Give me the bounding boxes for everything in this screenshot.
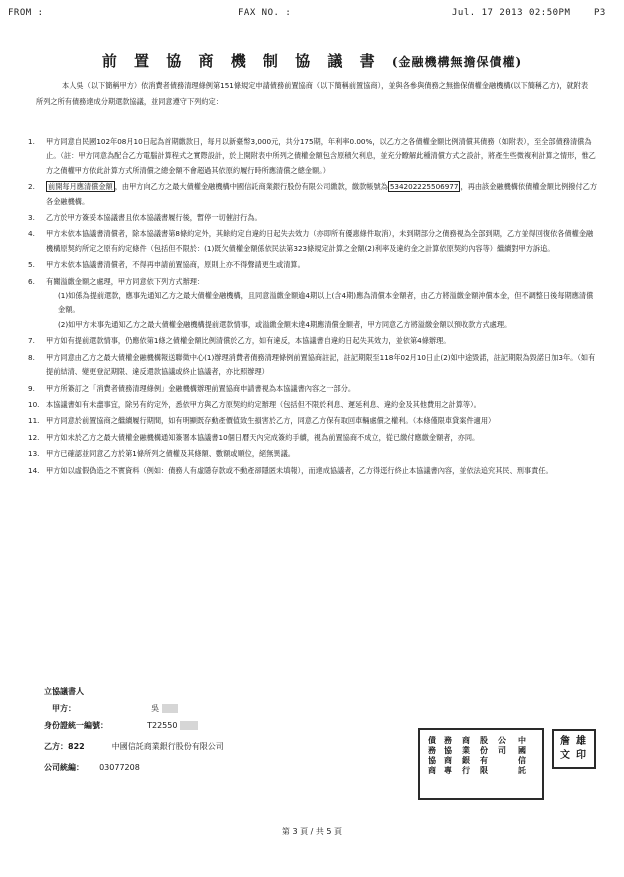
document-subtitle: (金融機構無擔保債權) (391, 55, 523, 69)
seal-glyph: 債務協商 (428, 736, 436, 775)
clause-list (28, 135, 598, 480)
clause-number: 5. (28, 260, 35, 270)
id-row (44, 720, 198, 731)
party-a-label: 甲方： (52, 704, 76, 713)
signature-heading: 立協議書人 (44, 687, 84, 696)
account-number: 534202225506977 (389, 182, 459, 192)
seal-glyph: 中國信託 (518, 736, 526, 775)
fax-number-label: FAX NO. : (238, 8, 292, 18)
company-no-row (44, 762, 140, 773)
representative-seal-stamp (552, 729, 596, 769)
clause-text: 甲方如有提前還款情事，仍應依第1條之債權金額比例清償於乙方，如有違反，本協議書自違約日起失其效力，並依第4條辦理。 (46, 336, 451, 346)
clause-text-continued: ，再由該金融機構依債權金額比例撥付乙方各金融機構。 (46, 182, 598, 206)
id-label: 身份證統一編號： (44, 721, 108, 730)
seal-glyph: 公司 (498, 736, 506, 755)
clause-number: 11. (28, 416, 40, 426)
clause-2 (28, 180, 598, 209)
clause-text: 甲方同意由乙方之最大債權金融機構報送聯徵中心(1)辦理消費者債務清理條例前置協商註記，註記期限至118年02月10日止(2)如中途毀諾，註記期限為毀諾日加3年。（如有提前結清、變更登記期限、違反還款協議或終止協議者，亦比照辦理） (46, 352, 596, 377)
fax-header (0, 8, 624, 22)
party-a-name: 吳 (151, 704, 160, 713)
clause-number: 7. (28, 336, 35, 346)
clause-number: 9. (28, 383, 35, 393)
clause-text: 本協議書如有未盡事宜，除另有約定外，悉依甲方與乙方原契約約定辦理（包括但不限於利息、遲延利息、違約金及其他費用之計算等）。 (46, 399, 481, 409)
document-title (30, 50, 594, 71)
id-value: T22550 (147, 721, 178, 730)
clause-number: 8. (28, 352, 35, 362)
clause-number: 12. (28, 432, 40, 442)
company-no-label: 公司統編： (44, 763, 84, 772)
party-b-label: 乙方：822 (44, 742, 85, 751)
clause-text: 甲方未依本協議書清償者，除本協議書第8條約定外，其餘約定自違約日起失去效力（亦即所有優惠條件取消），未到期部分之債務視為全部到期，乙方並得回復依各債權金融機構原契約所定之原有約定條件（包括但不限於：(1)既欠債權金額係依民法第323條規定計算之金額(2)利率及違約金之計算依原契約內容等）繼續對甲方訴追。 (46, 229, 594, 253)
seal-glyph: 股份有限 (480, 736, 488, 775)
clause-8 (28, 351, 598, 380)
clause-1 (28, 135, 598, 178)
clause-number: 13. (28, 449, 40, 459)
clause-number: 6. (28, 276, 35, 286)
clause-7 (28, 334, 598, 348)
clause-4 (28, 227, 598, 256)
highlighted-phrase: 前開每月應清償金額 (48, 182, 113, 192)
clause-5 (28, 258, 598, 272)
clause-number: 4. (28, 229, 35, 239)
clause-text: 甲方如未於乙方之最大債權金融機構通知簽署本協議書10個日曆天內完成簽約手續，視為前置協商不成立，從已繳付應繳金額者，亦同。 (46, 432, 480, 442)
clause-14 (28, 464, 598, 478)
clause-number: 14. (28, 465, 40, 475)
clause-11 (28, 414, 598, 428)
clause-6 (28, 275, 598, 333)
company-no-value: 03077208 (99, 763, 140, 772)
party-a-row (52, 703, 178, 714)
clause-number: 1. (28, 137, 35, 146)
document-title-main: 前 置 協 商 機 制 協 議 書 (101, 52, 381, 70)
clause-text: 甲方已確認並同意乙方於第1條所列之債權及其條額、數額或順位，絕無異議。 (46, 449, 295, 459)
clause-3 (28, 211, 598, 225)
clause-9 (28, 382, 598, 396)
clause-text: 甲方所簽訂之「消費者債務清理條例」金融機構辦理前置協商申請書視為本協議書內容之一部分。 (46, 383, 356, 393)
party-b-row (44, 741, 224, 752)
redaction-mark (180, 721, 198, 730)
clause-10 (28, 398, 598, 412)
seal-glyph: 雄印 (576, 736, 586, 761)
seal-glyph: 詹文 (560, 736, 570, 761)
clause-text: 甲方如以虛假偽造之不實資料（例如：債務人有虛隱存款或不動產卻隱匿未填報），而達成協議者，乙方得逕行終止本協議書內容，並依法追究其民、刑事責任。 (46, 465, 553, 475)
clause-number: 3. (28, 213, 35, 223)
clause-number: 10. (28, 399, 40, 409)
clause-text: 有關溢繳金額之處理，甲方同意依下列方式辦理： (46, 276, 205, 286)
bank-seal-stamp (418, 728, 544, 800)
fax-from-label: FROM : (8, 8, 44, 18)
fax-page: P3 (594, 8, 606, 18)
clause-subitem: (2)如甲方未事先通知乙方之最大債權金融機構提前還款情事，或溢繳金額未達4期應清償金額者，甲方同意乙方將溢繳金額以預收款方式處理。 (58, 319, 512, 329)
party-b-name: 中國信託商業銀行股份有限公司 (111, 742, 224, 751)
clause-13 (28, 447, 598, 461)
seal-glyph: 商業銀行 (462, 736, 470, 775)
intro-paragraph: 本人吳（以下簡稱甲方）依消費者債務清理條例第151條規定申請債務前置協商（以下簡稱前置協商），並與各參與債務之無擔保債權金融機構(以下簡稱乙方)，就附表所列之所有債務達成分期還款協議，並同意遵守下列約定： (36, 81, 589, 106)
fax-date: Jul. 17 2013 02:50PM (452, 8, 571, 18)
clause-12 (28, 431, 598, 445)
clause-text: 乙方於甲方簽妥本協議書且依本協議書履行後，暫停一切催討行為。 (46, 213, 262, 223)
clause-text: ，由甲方向乙方之最大債權金融機構中國信託商業銀行股份有限公司繳款，繳款帳號為 (114, 182, 388, 192)
clause-text: 甲方未依本協議書清償者，不得再申請前置協商，原則上亦不得聲請更生或清算。 (46, 260, 305, 270)
redaction-mark (162, 704, 178, 713)
page-number: 第 3 頁 / 共 5 頁 (281, 827, 343, 836)
clause-number: 2. (28, 182, 35, 192)
clause-subitem: (1)如係為提前還款，應事先通知乙方之最大債權金融機構，且同意溢繳金額逾4期以上(含4期)應為清償本金額者，由乙方將溢繳金額沖償本金，但不調整日後每期應清償金額。 (58, 291, 594, 315)
clause-text: 甲方同意於前置協商之繼續履行期間，如有明顯既存動產價值致生損害於乙方，同意乙方保有取回車輛處償之權利。（本條僅限車貸案件適用） (46, 416, 496, 426)
seal-glyph: 務協商專 (444, 736, 452, 775)
clause-text: 甲方同意自民國102年08月10日起為首期繳款日，每月以新臺幣3,000元，共分175期，年利率0.00%，以乙方之各債權金額比例清償其債務（如附表），至全部債務清償為止。（註：甲方同意為配合乙方電腦計算程式之實際設計，於上開附表中所列之債權金額包含原積欠利息，並充分瞭解此種清償方式之設計，將產生些微複利計算之情形，惟乙方之債權甲方依此計算方式所清償之總金額不會超過其依原約履行時所應清償之總金額。） (46, 137, 596, 175)
